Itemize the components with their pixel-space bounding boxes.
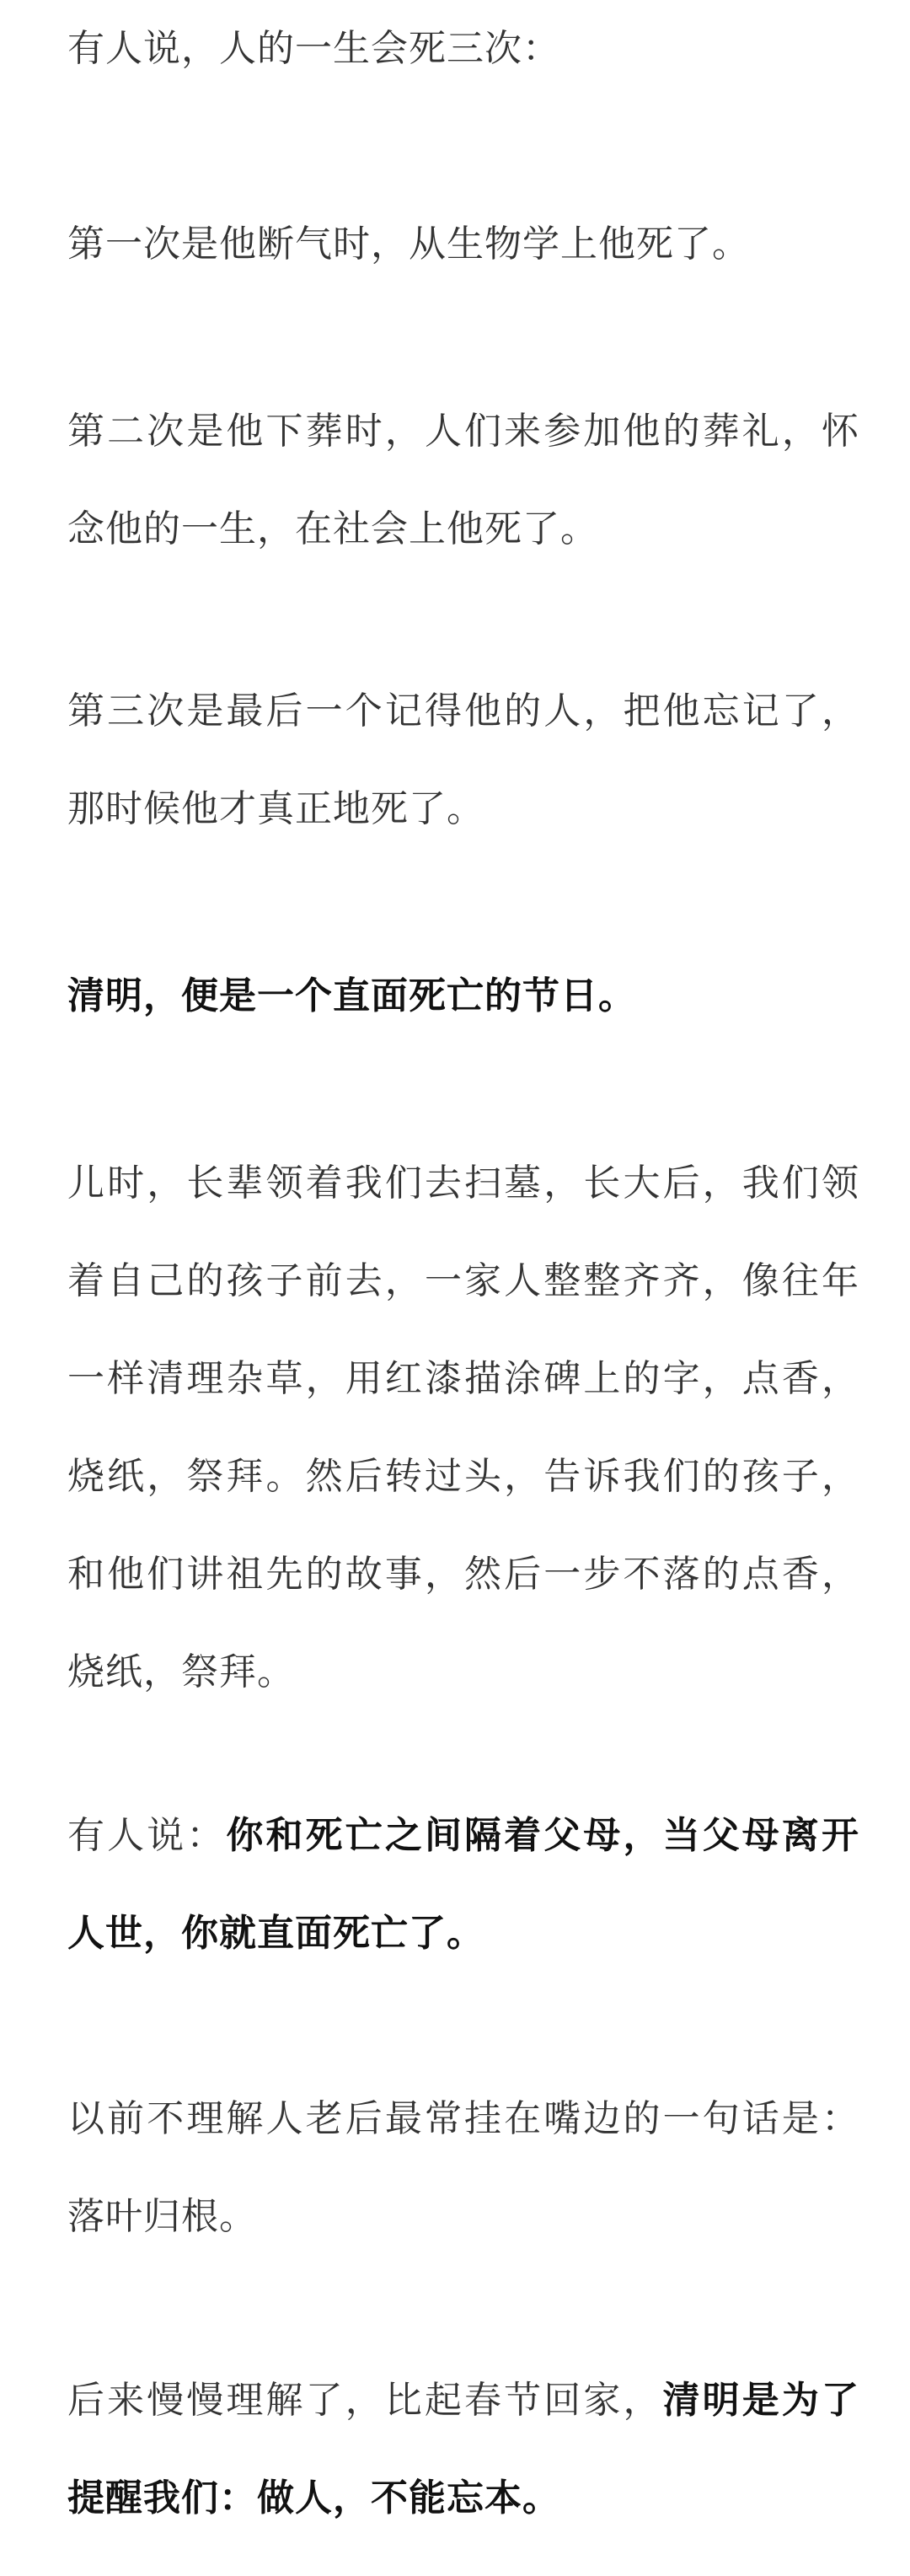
paragraph-text: 第一次是他断气时，从生物学上他死了。 (67, 223, 750, 266)
paragraph-parents-quote (67, 1787, 859, 1983)
paragraph-intro (67, 0, 859, 98)
paragraph-conclusion (67, 2352, 859, 2547)
paragraph-text: 以前不理解人老后最常挂在嘴边的一句话是：落叶归根。 (67, 2097, 859, 2238)
paragraph-falling-leaves (67, 2070, 859, 2266)
paragraph-text: 有人说，人的一生会死三次： (67, 27, 560, 70)
paragraph-text: 第三次是最后一个记得他的人，把他忘记了，那时候他才真正地死了。 (67, 690, 859, 830)
paragraph-text-bold: 清明是为了提醒我们：做人，不能忘本。 (67, 2379, 859, 2520)
paragraph-childhood-memories (67, 1135, 859, 1721)
paragraph-text-bold: 清明，便是一个直面死亡的节日。 (67, 974, 636, 1017)
paragraph-first-death (67, 196, 859, 293)
paragraph-text-bold: 你和死亡之间隔着父母，当父母离开人世，你就直面死亡了。 (67, 1814, 859, 1955)
paragraph-second-death (67, 383, 859, 578)
paragraph-third-death (67, 663, 859, 858)
paragraph-text: 儿时，长辈领着我们去扫墓，长大后，我们领着自己的孩子前去，一家人整整齐齐，像往年一样清理杂草，用红漆描涂碑上的字，点香，烧纸，祭拜。然后转过头，告诉我们的孩子，和他们讲祖先的故事，然后一步不落的点香，烧纸，祭拜。 (67, 1162, 859, 1693)
paragraph-qingming-highlight (67, 947, 859, 1045)
paragraph-text: 第二次是他下葬时，人们来参加他的葬礼，怀念他的一生，在社会上他死了。 (67, 410, 859, 550)
paragraph-text: 有人说： (67, 1814, 227, 1857)
paragraph-text: 后来慢慢理解了，比起春节回家， (67, 2379, 663, 2422)
